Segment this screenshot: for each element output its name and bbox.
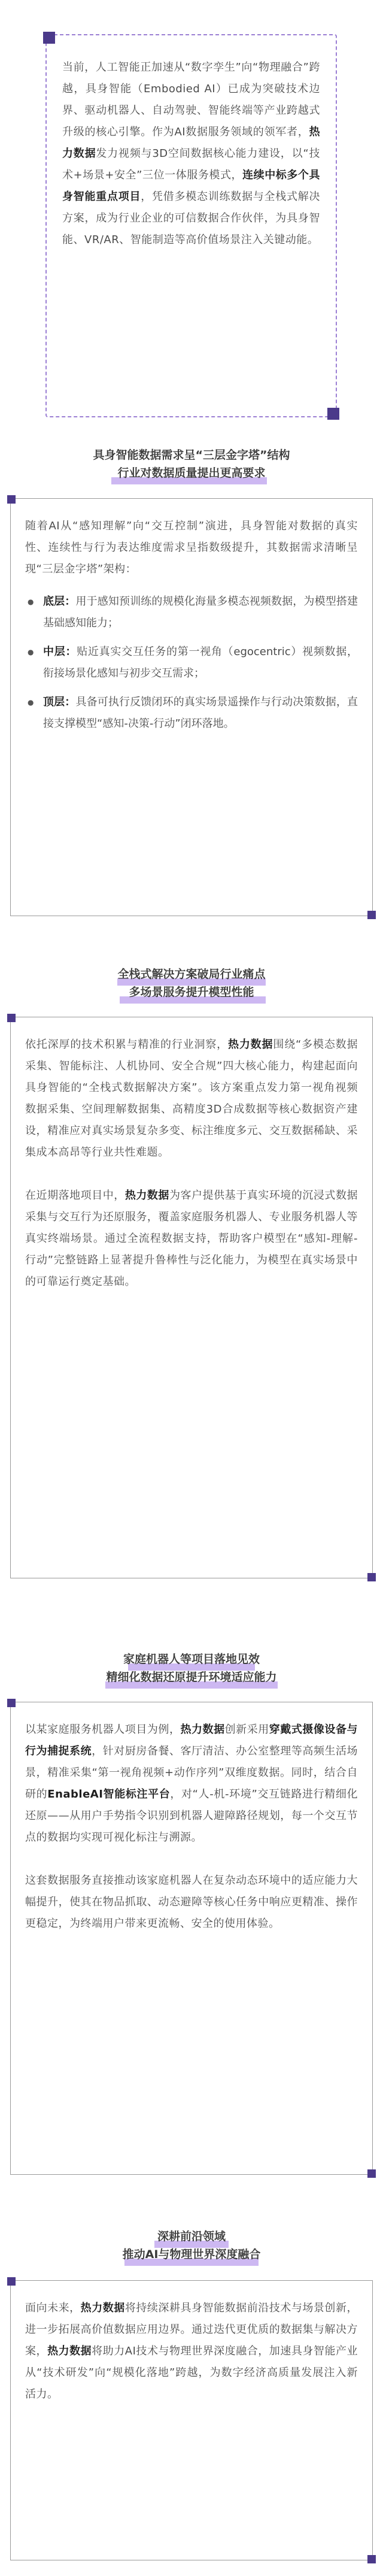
section2-box [10,1017,373,1578]
section3-title [0,1650,383,1686]
section2-title-line1: 全栈式解决方案破局行业痛点 [117,968,266,981]
section3-paragraph1: 以某家庭服务机器人项目为例，热力数据创新采用穿戴式摄像设备与行为捕捉系统，针对厨房备餐、客厅清洁、办公室整理等高频生活场景，精准采集“第一视角视频+动作序列”双维度数据。同时，结合自研的EnableAI智能标注平台，对“人-机-环境”交互链路进行精细化还原——从用户手势指令识别到机器人避障路径规划，每一个交互节点的数据均实现可视化标注与溯源。 [25,1723,358,1844]
section2-title [0,965,383,1001]
section2-paragraph2: 在近期落地项目中，热力数据为客户提供基于真实环境的沉浸式数据采集与交互行为还原服务，覆盖家庭服务机器人、专业服务机器人等真实终端场景。通过全流程数据支持，帮助客户模型在“感知-理解-行动”完整链路上显著提升鲁棒性与泛化能力，为模型在真实场景中的可靠运行奠定基础。 [25,1189,358,1288]
section2-title-line2: 多场景服务提升模型性能 [129,986,254,999]
section4-paragraph: 面向未来，热力数据将持续深耕具身智能数据前沿技术与场景创新，进一步拓展高价值数据应用边界。通过迭代更优质的数据集与解决方案，热力数据将助力AI技术与物理世界深度融合，加速具身智能产业从“技术研发”向“规模化落地”跨越，为数字经济高质量发展注入新活力。 [25,2302,358,2401]
section4-title-line2: 推动AI与物理世界深度融合 [122,2248,261,2261]
section3-title-line2: 精细化数据还原提升环境适应能力 [106,1671,277,1684]
section1-title-line1: 具身智能数据需求呈“三层金字塔”结构 [93,448,290,462]
intro-box [45,34,337,417]
section4-title-line1: 深耕前沿领域 [157,2230,226,2243]
corner-mark [7,495,16,504]
section1-box [10,498,373,916]
section1-title-line2: 行业对数据质量提出更高要求 [117,466,266,480]
section1-intro: 随着AI从“感知理解”向“交互控制”演进，具身智能对数据的真实性、连续性与行为表达维度需求呈指数级提升，其数据需求清晰呈现“三层金字塔”架构： [25,520,358,575]
corner-mark [367,2555,376,2563]
list-item: ● 底层：用于感知预训练的规模化海量多模态视频数据，为模型搭建基础感知能力； [25,591,358,634]
list-item: ● 顶层：具备可执行反馈闭环的真实场景遥操作与行动决策数据，直接支撑模型“感知-决策-行动”闭环落地。 [25,692,358,735]
corner-mark [7,1699,16,1707]
list-item: ● 中层：贴近真实交互任务的第一视角（egocentric）视频数据，衔接场景化感知与初步交互需求； [25,641,358,684]
section4-title [0,2228,383,2263]
corner-mark [367,1573,376,1581]
section3-box [10,1702,373,2175]
section4-box [10,2280,373,2560]
corner-mark [7,2277,16,2286]
section3-title-line1: 家庭机器人等项目落地见效 [123,1653,260,1666]
corner-mark [7,1014,16,1022]
section1-title [0,446,383,482]
section3-paragraph2: 这套数据服务直接推动该家庭机器人在复杂动态环境中的适应能力大幅提升，使其在物品抓取、动态避障等核心任务中响应更精准、操作更稳定，为终端用户带来更流畅、安全的使用体验。 [25,1874,358,1930]
corner-mark [367,911,376,919]
section2-paragraph1: 依托深厚的技术积累与精准的行业洞察，热力数据围绕“多模态数据采集、智能标注、人机协同、安全合规”四大核心能力，构建起面向具身智能的“全栈式数据解决方案”。该方案重点发力第一视角视频数据采集、空间理解数据集、高精度3D合成数据等核心数据资产建设，精准应对真实场景复杂多变、标注维度多元、交互数据稀缺、采集成本高昂等行业共性难题。 [25,1038,358,1159]
intro-paragraph: 当前，人工智能正加速从“数字孪生”向“物理融合”跨越，具身智能（Embodied AI）已成为突破技术边界、驱动机器人、自动驾驶、智能终端等产业跨越式升级的核心引擎。作为AI数据服务领域的领军者，热力数据发力视频与3D空间数据核心能力建设，以“技术+场景+安全”三位一体服务模式，连续中标多个具身智能重点项目，凭借多模态训练数据与全栈式解决方案，成为行业企业的可信数据合作伙伴，为具身智能、VR/AR、智能制造等高价值场景注入关键动能。 [62,61,321,246]
corner-mark [367,2169,376,2178]
pyramid-list [25,591,358,735]
